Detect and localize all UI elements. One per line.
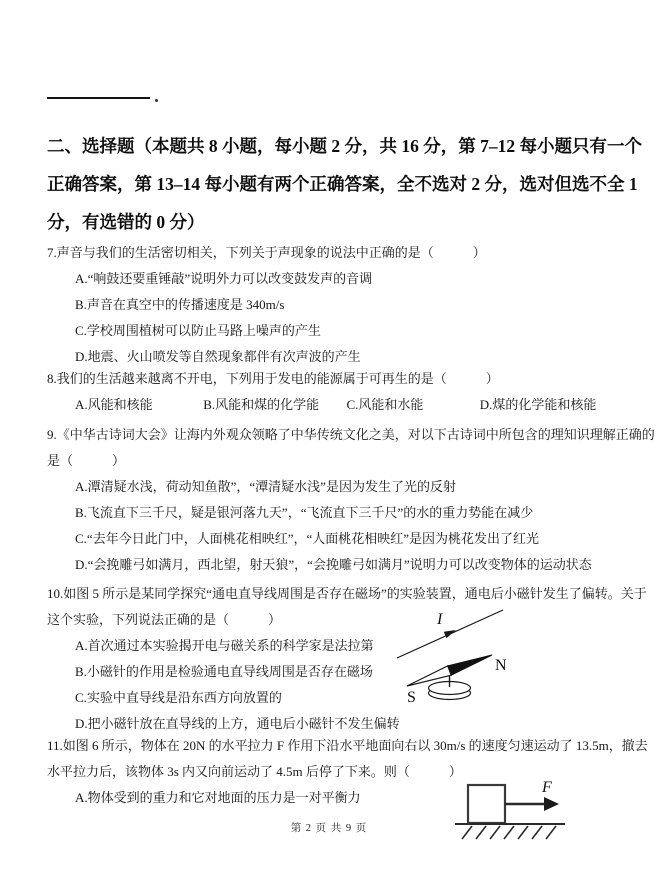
question-9-option-c: C.“去年今日此门中，人面桃花相映红”，“人面桃花相映红”是因为桃花发出了红光: [75, 531, 540, 546]
question-10-option-a: A.首次通过本实验揭开电与磁关系的科学家是法拉第: [75, 638, 374, 653]
section-heading-line: 二、选择题（本题共 8 小题，每小题 2 分，共 16 分，第 7–12 每小题只有一个: [47, 136, 642, 156]
question-8-stem: 8.我们的生活越来越离不开电，下列用于发电的能源属于可再生的是（ ）: [47, 371, 499, 386]
question-11-option-a: A.物体受到的重力和它对地面的压力是一对平衡力: [75, 790, 361, 805]
needle-north-half: [448, 655, 492, 675]
question-8: [47, 366, 652, 418]
question-10: [47, 581, 652, 737]
question-10-stem-line1: 10.如图 5 所示是某同学探究“通电直导线周围是否存在磁场”的实验装置，通电后小磁针发生了偏转。关于: [47, 586, 647, 601]
question-11-stem-line2: 水平拉力后，该物体 3s 内又向前运动了 4.5m 后停了下来。则（ ）: [47, 764, 462, 779]
question-9-option-a: A.潭清疑水浅，荷动知鱼散”，“潭清疑水浅”是因为发生了光的反射: [75, 479, 456, 494]
period-dot: [155, 99, 158, 102]
question-8-option-d: D.煤的化学能和核能: [479, 397, 597, 412]
fill-in-blank-line: [47, 97, 150, 99]
block-rect: [468, 785, 505, 823]
question-9-stem-line1: 9.《中华古诗词大会》让海内外观众领略了中华传统文化之美，对以下古诗词中所包含的理知识理解正确的: [47, 427, 655, 442]
question-8-option-b: B.风能和煤的化学能: [203, 397, 320, 412]
question-7-option-d: D.地震、火山喷发等自然现象都伴有次声波的产生: [75, 349, 361, 364]
figure-6-block-force: [452, 774, 572, 864]
figure-6-svg: [452, 774, 572, 864]
north-pole-label: N: [495, 657, 507, 674]
question-7-option-c: C.学校周围植树可以防止马路上噪声的产生: [75, 323, 321, 338]
question-10-option-b: B.小磁针的作用是检验通电直导线周围是否存在磁场: [75, 664, 373, 679]
question-7: [47, 240, 652, 370]
current-label: I: [437, 611, 443, 628]
question-8-options-row: [47, 392, 652, 418]
section-heading: [47, 127, 652, 241]
question-10-option-c: C.实验中直导线是沿东西方向放置的: [75, 690, 282, 705]
current-arrowhead: [444, 630, 456, 638]
question-8-option-a: A.风能和核能: [75, 397, 153, 412]
section-heading-line: 正确答案，第 13–14 每小题有两个正确答案，全不选对 2 分，选对但选不全 1: [47, 174, 638, 194]
figure-5-svg: [393, 600, 551, 712]
question-7-option-a: A.“响鼓还要重锤敲”说明外力可以改变鼓发声的音调: [75, 271, 373, 286]
question-10-stem-line2: 这个实验，下列说法正确的是（ ）: [47, 612, 282, 627]
question-7-stem: 7.声音与我们的生活密切相关，下列关于声现象的说法中正确的是（ ）: [47, 245, 486, 260]
page-footer: 第 2 页 共 9 页: [290, 823, 368, 834]
question-8-option-c: C.风能和水能: [346, 397, 424, 412]
question-9: [47, 422, 655, 578]
force-arrowhead: [544, 797, 559, 811]
question-10-option-d: D.把小磁针放在直导线的上方，通电后小磁针不发生偏转: [75, 716, 400, 731]
question-11-stem-line1: 11.如图 6 所示，物体在 20N 的水平拉力 F 作用下沿水平地面向右以 30m/s 的速度匀速运动了 13.5m，撤去: [47, 738, 648, 753]
question-9-option-d: D.“会挽雕弓如满月，西北望，射天狼”，“会挽雕弓如满月”说明力可以改变物体的运动状态: [75, 557, 592, 572]
question-9-option-b: B.飞流直下三千尺，疑是银河落九天”，“飞流直下三千尺”的水的重力势能在减少: [75, 505, 534, 520]
question-7-option-b: B.声音在真空中的传播速度是 340m/s: [75, 297, 285, 312]
force-label: F: [542, 779, 552, 796]
section-heading-line: 分，有选错的 0 分）: [47, 212, 205, 232]
south-pole-label: S: [407, 689, 416, 706]
figure-5-wire-compass: [393, 600, 551, 712]
question-9-stem-line2: 是（ ）: [47, 453, 126, 468]
